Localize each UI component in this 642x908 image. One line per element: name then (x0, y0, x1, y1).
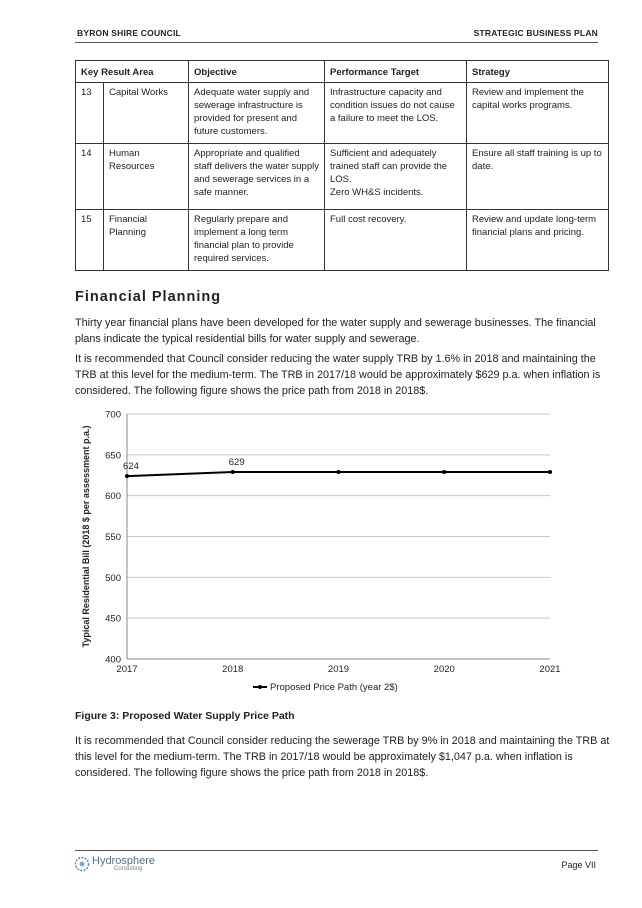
footer-divider (75, 850, 598, 851)
y-tick-label: 500 (105, 572, 121, 584)
header-document-title: STRATEGIC BUSINESS PLAN (473, 28, 598, 38)
column-header-performance-target: Performance Target (325, 61, 467, 83)
row-target: Full cost recovery. (325, 210, 467, 271)
row-target: Sufficient and adequately trained staff can provide the LOS. Zero WH&S incidents. (325, 144, 467, 210)
row-objective: Regularly prepare and implement a long term financial plan to provide required services. (189, 210, 325, 271)
paragraph-sewerage-trb: It is recommended that Council consider reducing the sewerage TRB by 9% in 2018 and maintaining the TRB at this level for the medium-term. The TRB in 2017/18 would be approximately $1,047 p.a. when inflation is considered. The following figure shows the price path from 2018 in 2018$. (75, 735, 610, 779)
data-point (337, 470, 341, 474)
row-number: 13 (76, 83, 104, 144)
y-tick-label: 600 (105, 491, 121, 503)
x-tick-label: 2020 (433, 664, 455, 675)
legend-entry: Proposed Price Path (year 2$) (270, 682, 398, 693)
row-number: 15 (76, 210, 104, 271)
row-target: Infrastructure capacity and condition issues do not cause a failure to meet the LOS. (325, 83, 467, 144)
logo-subtitle: Consulting (114, 866, 143, 872)
legend-marker (258, 685, 262, 689)
chart-legend (253, 682, 398, 693)
x-axis-tick-labels (116, 664, 560, 675)
row-number: 14 (76, 144, 104, 210)
data-point (442, 470, 446, 474)
x-tick-label: 2019 (327, 664, 350, 675)
y-tick-label: 650 (105, 450, 121, 462)
column-header-objective: Objective (189, 61, 325, 83)
row-area: Capital Works (104, 83, 189, 144)
x-tick-label: 2018 (222, 664, 244, 675)
y-tick-label: 550 (105, 532, 121, 543)
logo-wordmark: Hydrosphere (92, 855, 155, 867)
chart-gridlines (127, 414, 550, 618)
hydrosphere-logo (74, 854, 184, 876)
table-row (76, 83, 609, 144)
key-result-area-table (75, 60, 609, 271)
data-label: 624 (123, 461, 139, 473)
data-label: 629 (228, 456, 245, 468)
header-divider (75, 42, 598, 43)
page-number: Page VII (561, 860, 596, 870)
paragraph-financial-plans: Thirty year financial plans have been developed for the water supply and sewerage businesses. The financial plans indicate the typical residential bills for water supply and sewerage. (75, 317, 596, 345)
x-tick-label: 2017 (116, 664, 138, 675)
row-strategy: Review and implement the capital works programs. (467, 83, 609, 144)
data-point (548, 470, 552, 474)
column-header-key-result-area: Key Result Area (76, 61, 189, 83)
section-title: Financial Planning (75, 289, 222, 305)
x-tick-label: 2021 (539, 664, 561, 675)
y-tick-label: 700 (105, 409, 121, 421)
table-header-row (76, 61, 609, 83)
price-path-line-chart (75, 402, 575, 702)
table-row (76, 144, 609, 210)
row-objective: Appropriate and qualified staff delivers the water supply and sewerage services in a safe manner. (189, 144, 325, 210)
y-axis-tick-labels (105, 410, 121, 666)
chart-data-labels (123, 457, 245, 472)
column-header-strategy: Strategy (467, 61, 609, 83)
y-tick-label: 400 (105, 654, 121, 666)
globe-icon (74, 856, 90, 872)
figure-caption: Figure 3: Proposed Water Supply Price Path (75, 710, 295, 722)
row-area: Financial Planning (104, 210, 189, 271)
table-row (76, 210, 609, 271)
y-tick-label: 450 (105, 613, 121, 625)
row-strategy: Ensure all staff training is up to date. (467, 144, 609, 210)
paragraph-water-supply-trb: It is recommended that Council consider reducing the water supply TRB by 1.6% in 2018 and maintaining the TRB at this level for the medium-term. The TRB in 2017/18 would be approximately $629 p.a. when inflation is considered. The following figure shows the price path from 2018 in 2018$. (75, 353, 601, 397)
y-axis-label: Typical Residential Bill (2018 $ per assessment p.a.) (81, 425, 91, 648)
row-strategy: Review and update long-term financial plans and pricing. (467, 210, 609, 271)
data-point (125, 474, 129, 478)
row-area: Human Resources (104, 144, 189, 210)
header-council-name: BYRON SHIRE COUNCIL (77, 28, 181, 38)
data-point (231, 470, 235, 474)
row-objective: Adequate water supply and sewerage infrastructure is provided for present and future customers. (189, 83, 325, 144)
chart-series (125, 470, 552, 478)
